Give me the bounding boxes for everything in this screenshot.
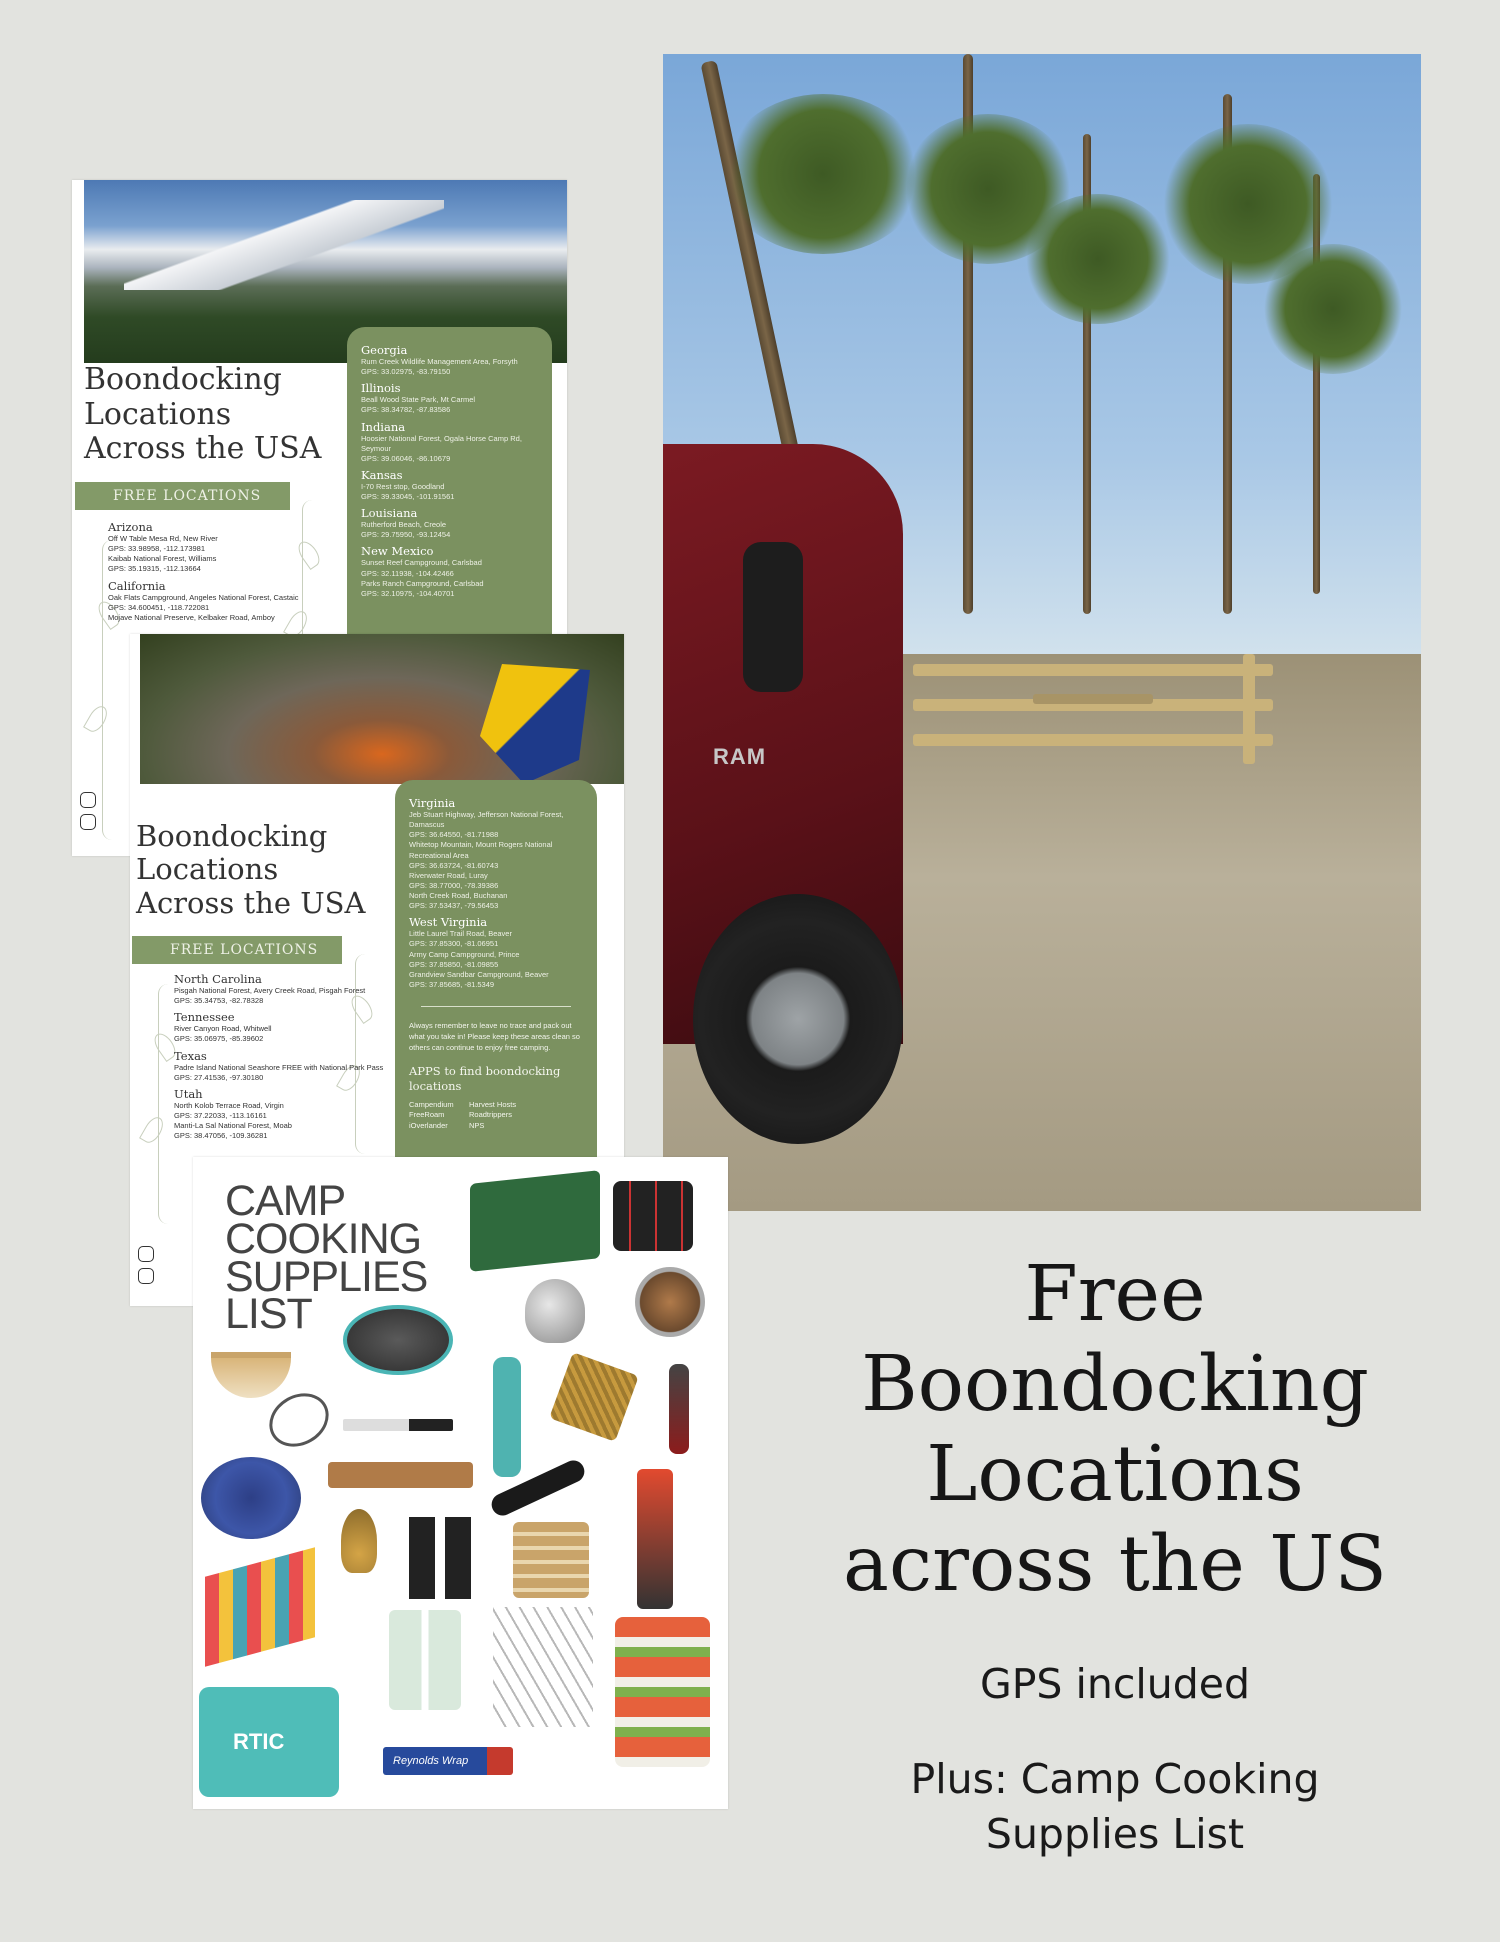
- location-line: Mojave National Preserve, Kelbaker Road, Amboy: [108, 612, 275, 622]
- location-line: Pisgah National Forest, Avery Creek Road, Pisgah Forest: [174, 986, 366, 995]
- location-line: Grandview Sandbar Campground, Beaver: [409, 969, 549, 979]
- camp-chair: [480, 664, 590, 784]
- dish-brush-image: [341, 1509, 377, 1573]
- headline-line: Boondocking: [861, 1340, 1369, 1430]
- location-line: I-70 Rest stop, Goodland: [361, 481, 445, 491]
- state-heading: California: [108, 578, 166, 593]
- plus-line: Plus: Camp Cooking: [910, 1755, 1320, 1803]
- cooler-image: [199, 1687, 339, 1797]
- headline-line: Locations: [926, 1430, 1304, 1520]
- van-badge: RAM: [713, 744, 767, 769]
- app-name: Harvest Hosts: [469, 1099, 517, 1109]
- state-heading: Illinois: [361, 381, 401, 396]
- flyer-title-line: Locations: [84, 396, 232, 432]
- headline-line: across the US: [843, 1520, 1387, 1610]
- locations-left-column: [108, 516, 343, 623]
- location-line: GPS: 36.64550, -81.71988: [409, 830, 499, 840]
- cutting-board-image: [328, 1462, 473, 1488]
- lighter-image: [637, 1469, 673, 1609]
- flyer-title-line: Locations: [136, 852, 279, 887]
- location-line: River Canyon Road, Whitwell: [174, 1024, 272, 1034]
- sponges-image: [513, 1522, 589, 1598]
- app-name: Roadtrippers: [469, 1110, 512, 1119]
- location-line: Damascus: [409, 820, 445, 830]
- food-containers-image: [615, 1617, 710, 1767]
- location-line: GPS: 29.75950, -93.12454: [361, 530, 451, 540]
- location-line: Rum Creek Wildlife Management Area, Forsyth: [361, 357, 518, 366]
- location-line: GPS: 27.41536, -97.30180: [174, 1072, 264, 1082]
- flyer-title-line: Boondocking: [136, 819, 328, 853]
- location-line: Sunset Reef Campground, Carlsbad: [361, 558, 482, 568]
- free-locations-bar: FREE LOCATIONS: [75, 482, 290, 510]
- state-heading: West Virginia: [409, 915, 488, 930]
- location-line: Seymour: [361, 443, 392, 453]
- chef-knife-image: [343, 1419, 453, 1431]
- location-line: Little Laurel Trail Road, Beaver: [409, 929, 512, 939]
- cooking-title-line: LIST: [225, 1290, 312, 1339]
- location-line: GPS: 39.06046, -86.10679: [361, 453, 451, 463]
- bowl-image: [211, 1352, 291, 1398]
- foil-image: Reynolds Wrap: [383, 1747, 513, 1775]
- location-line: Hoosier National Forest, Ogala Horse Camp Rd,: [361, 433, 522, 443]
- location-line: Riverwater Road, Luray: [409, 870, 488, 880]
- state-heading: Louisiana: [361, 506, 418, 521]
- apps-title: APPS to find boondocking locations: [409, 1063, 561, 1093]
- free-locations-bar: FREE LOCATIONS: [132, 936, 342, 964]
- gps-included-text: GPS included: [979, 1660, 1251, 1708]
- divider: [421, 1006, 571, 1007]
- web-icon: [80, 814, 96, 830]
- state-heading: Texas: [174, 1048, 207, 1063]
- location-line: Oak Flats Campground, Angeles National Forest, Castaic: [108, 592, 299, 602]
- dish-soap-image: [389, 1610, 461, 1710]
- location-line: GPS: 38.77000, -78.39386: [409, 880, 499, 890]
- location-line: Whitetop Mountain, Mount Rogers National: [409, 840, 553, 850]
- frying-pan-image: [343, 1305, 453, 1375]
- pine-canopy: [1263, 244, 1403, 374]
- salt-pepper-grinders-image: [409, 1517, 473, 1599]
- flyer-title: [136, 820, 365, 920]
- location-line: Recreational Area: [409, 850, 469, 860]
- state-heading: North Carolina: [174, 972, 262, 986]
- leave-no-trace-note: Always remember to leave no trace and pack out what you take in! Please keep these areas clean so others can continue to enjoy free camping.: [409, 1021, 580, 1052]
- plus-cooking-list-text: [790, 1752, 1440, 1861]
- potholders-image: [549, 1352, 639, 1442]
- location-line: GPS: 38.47056, -109.36281: [174, 1131, 268, 1141]
- location-line: GPS: 39.33045, -101.91561: [361, 492, 455, 501]
- location-line: Rutherford Beach, Creole: [361, 520, 447, 530]
- location-line: GPS: 37.85850, -81.09855: [409, 959, 499, 969]
- state-heading: Tennessee: [174, 1010, 235, 1025]
- kettle-image: [525, 1279, 585, 1343]
- camp-toaster-image: [635, 1267, 705, 1337]
- location-line: Army Camp Campground, Prince: [409, 949, 520, 959]
- cooking-title-line: CAMP: [225, 1177, 346, 1225]
- van-mirror: [743, 542, 803, 692]
- campsite-photo: [663, 54, 1421, 1211]
- van-wheel: [693, 894, 903, 1144]
- location-line: Manti-La Sal National Forest, Moab: [174, 1121, 292, 1130]
- propane-cans-image: [613, 1181, 693, 1251]
- location-line: GPS: 38.34782, -87.83586: [361, 405, 451, 415]
- pine-canopy: [1023, 194, 1173, 324]
- flyer-title-line: Across the USA: [84, 431, 322, 466]
- campfire-photo: [140, 634, 624, 784]
- bag-clips-image: [205, 1547, 315, 1666]
- location-line: Kaibab National Forest, Williams: [108, 554, 217, 564]
- location-line: GPS: 37.53437, -79.56453: [409, 901, 499, 911]
- collapsible-colander-image: [201, 1457, 301, 1539]
- flyer-title-line: Boondocking: [84, 362, 282, 397]
- camp-stove-image: [470, 1170, 600, 1272]
- cooking-title-line: COOKING: [225, 1214, 422, 1263]
- main-headline: [790, 1250, 1440, 1610]
- app-name: FreeRoam: [409, 1110, 445, 1119]
- state-heading: Arizona: [108, 520, 153, 534]
- state-heading: Georgia: [361, 343, 408, 357]
- instagram-icon: [80, 792, 96, 808]
- location-line: North Creek Road, Buchanan: [409, 891, 508, 900]
- location-line: GPS: 32.11938, -104.42466: [361, 568, 454, 578]
- roasting-sticks-image: [493, 1607, 593, 1727]
- location-line: GPS: 37.22033, -113.16161: [174, 1110, 267, 1120]
- location-line: GPS: 32.10975, -104.40701: [361, 588, 455, 598]
- palm-canopy: [723, 94, 923, 254]
- app-name: Campendium: [409, 1099, 454, 1109]
- location-line: Parks Ranch Campground, Carlsbad: [361, 578, 484, 588]
- camp-cooking-list-page: [193, 1157, 728, 1809]
- location-line: GPS: 35.19315, -112.13664: [108, 564, 201, 574]
- app-name: NPS: [469, 1120, 485, 1130]
- can-opener-image: [493, 1357, 521, 1477]
- state-heading: New Mexico: [361, 544, 434, 559]
- app-name: iOverlander: [409, 1120, 448, 1130]
- location-line: GPS: 37.85300, -81.06951: [409, 939, 499, 949]
- state-heading: Indiana: [361, 419, 406, 434]
- state-heading: Utah: [174, 1086, 203, 1101]
- headline-line: Free: [1024, 1250, 1206, 1339]
- location-line: GPS: 34.600451, -118.722081: [108, 602, 210, 612]
- cooking-title-line: SUPPLIES: [225, 1252, 428, 1301]
- location-line: GPS: 33.98958, -112.173981: [108, 544, 206, 554]
- instagram-icon: [138, 1246, 154, 1262]
- plus-line: Supplies List: [985, 1809, 1245, 1858]
- location-line: GPS: 37.85685, -81.5349: [409, 979, 495, 989]
- location-line: Beall Wood State Park, Mt Carmel: [361, 395, 476, 405]
- state-heading: Virginia: [409, 796, 456, 810]
- location-line: GPS: 35.06975, -85.39602: [174, 1034, 264, 1044]
- location-line: Padre Island National Seashore FREE with National Park Pass: [174, 1062, 384, 1072]
- cooler-brand: RTIC: [233, 1729, 285, 1754]
- state-heading: Kansas: [361, 467, 403, 482]
- web-icon: [138, 1268, 154, 1284]
- flyer-title: [84, 363, 321, 467]
- location-line: GPS: 33.02975, -83.79150: [361, 367, 451, 377]
- location-line: North Kolob Terrace Road, Virgin: [174, 1100, 284, 1110]
- location-line: Off W Table Mesa Rd, New River: [108, 534, 218, 543]
- flyer-title-line: Across the USA: [136, 885, 366, 920]
- apps-list: [409, 1100, 583, 1132]
- locations-left-column: [174, 968, 394, 1141]
- location-line: Jeb Stuart Highway, Jefferson National Forest,: [409, 810, 564, 819]
- peeler-image: [669, 1364, 689, 1454]
- wooden-fence: [913, 654, 1273, 774]
- location-line: GPS: 36.63724, -81.60743: [409, 860, 499, 870]
- kitchen-shears-image: [260, 1383, 339, 1457]
- location-line: GPS: 35.34753, -82.78328: [174, 996, 264, 1006]
